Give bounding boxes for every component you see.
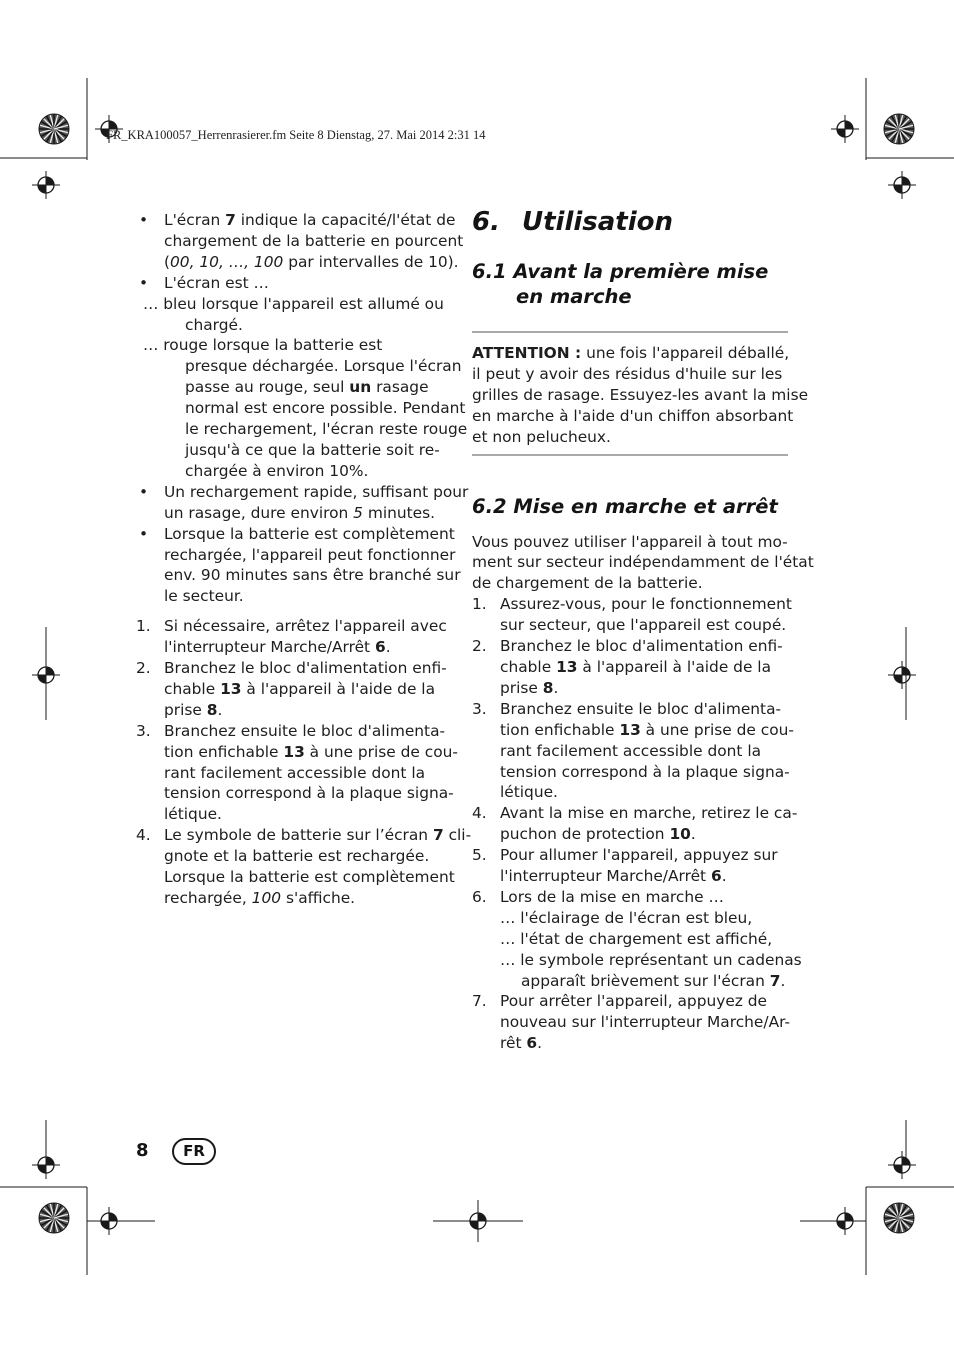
step-number: 2. xyxy=(136,659,151,678)
step-number: 5. xyxy=(472,846,487,865)
registration-starburst-icon xyxy=(884,1203,914,1233)
language-badge: FR xyxy=(172,1138,216,1165)
page-number: 8 xyxy=(136,1140,149,1161)
registration-starburst-icon xyxy=(884,114,914,144)
step-item: 4. Le symbole de batterie sur l’écran 7 cli- gnote et la batterie est rechargée. Lorsque la batterie est complètement rechargée, 100 s'affiche. xyxy=(136,826,472,907)
registration-crosshair-icon xyxy=(95,1207,123,1235)
bullet-marker: • xyxy=(139,211,149,229)
step-number: 7. xyxy=(472,992,487,1011)
step-item: 1. Assurez-vous, pour le fonctionnement sur secteur, que l'appareil est coupé. xyxy=(472,595,792,635)
registration-crosshair-icon xyxy=(888,1151,916,1179)
intro-paragraph: Vous pouvez utiliser l'appareil à tout mo- ment sur secteur indépendamment de l'état de chargement de la batterie. xyxy=(472,532,814,593)
registration-crosshair-icon xyxy=(32,661,60,689)
divider xyxy=(472,331,788,333)
registration-starburst-icon xyxy=(39,114,69,144)
registration-crosshair-icon xyxy=(888,661,916,689)
bullet-item: • Lorsque la batterie est complètement rechargée, l'appareil peut fonctionner env. 90 minutes sans être branché sur le secteur. xyxy=(139,524,461,606)
subsection-title: 6.2 Mise en marche et arrêt xyxy=(472,494,778,518)
step-item: 2. Branchez le bloc d'alimentation enfi- chable 13 à l'appareil à l'aide de la prise 8. xyxy=(136,659,447,719)
step-item: 3. Branchez ensuite le bloc d'alimenta- tion enfichable 13 à une prise de cou- rant facilement accessible dont la tension correspond à la plaque signa- létique. xyxy=(472,699,794,802)
step-number: 2. xyxy=(472,637,487,656)
bullet-marker: • xyxy=(139,524,149,543)
subsection-title: 6.1 Avant la première mise en marche xyxy=(472,260,769,308)
step-number: 4. xyxy=(136,826,151,845)
registration-crosshair-icon xyxy=(32,1151,60,1179)
bullet-item: • L'écran 7 indique la capacité/l'état de chargement de la batterie en pourcent (00, 10, …, 100 par intervalles de 10). xyxy=(139,211,464,271)
attention-label: ATTENTION : xyxy=(472,344,582,362)
registration-crosshair-icon xyxy=(888,171,916,199)
step-item: 2. Branchez le bloc d'alimentation enfi- chable 13 à l'appareil à l'aide de la prise 8. xyxy=(472,637,783,697)
registration-crosshair-icon xyxy=(464,1207,492,1235)
bullet-item: • L'écran est … … bleu lorsque l'appareil est allumé ou chargé. … rouge lorsque la batterie est presque déchargée. Lorsque l'écran passe au rouge, seul un rasage normal est encore possible. Pendant le rechargement, l'écran reste rouge jusqu'à ce que la batterie soit re- chargée à environ 10%. xyxy=(139,273,468,480)
divider xyxy=(472,454,788,456)
step-item: 3. Branchez ensuite le bloc d'alimenta- tion enfichable 13 à une prise de cou- rant facilement accessible dont la tension correspond à la plaque signa- létique. xyxy=(136,721,458,824)
step-number: 1. xyxy=(472,595,487,614)
left-column xyxy=(136,210,472,909)
step-item: 1. Si nécessaire, arrêtez l'appareil avec l'interrupteur Marche/Arrêt 6. xyxy=(136,617,447,657)
step-item: 7. Pour arrêter l'appareil, appuyez de nouveau sur l'interrupteur Marche/Ar- rêt 6. xyxy=(472,992,790,1053)
bullet-marker: • xyxy=(139,482,149,501)
section-title: 6. Utilisation xyxy=(472,207,674,237)
right-column xyxy=(472,205,814,1054)
step-item: 4. Avant la mise en marche, retirez le ca- puchon de protection 10. xyxy=(472,804,798,844)
registration-crosshair-icon xyxy=(831,1207,859,1235)
step-item: 6. Lors de la mise en marche … … l'éclairage de l'écran est bleu, … l'état de chargement est affiché, … le symbole représentant un cadenas apparaît brièvement sur l'écran 7. xyxy=(472,887,802,990)
step-number: 1. xyxy=(136,617,151,636)
bullet-item: • Un rechargement rapide, suffisant pour un rasage, dure environ 5 minutes. xyxy=(139,482,469,522)
registration-crosshair-icon xyxy=(831,115,859,143)
registration-starburst-icon xyxy=(39,1203,69,1233)
step-number: 4. xyxy=(472,804,487,823)
bullet-marker: • xyxy=(139,273,149,292)
step-number: 3. xyxy=(472,699,487,718)
file-info-header: FR_KRA100057_Herrenrasierer.fm Seite 8 Dienstag, 27. Mai 2014 2:31 14 xyxy=(106,128,486,142)
attention-box: ATTENTION : une fois l'appareil déballé, il peut y avoir des résidus d'huile sur les grilles de rasage. Essuyez-les avant la mise en marche à l'aide d'un chiffon absorbant et non pelucheux. xyxy=(472,344,809,446)
step-number: 6. xyxy=(472,887,487,906)
step-item: 5. Pour allumer l'appareil, appuyez sur l'interrupteur Marche/Arrêt 6. xyxy=(472,846,778,886)
step-number: 3. xyxy=(136,721,151,740)
registration-crosshair-icon xyxy=(32,171,60,199)
